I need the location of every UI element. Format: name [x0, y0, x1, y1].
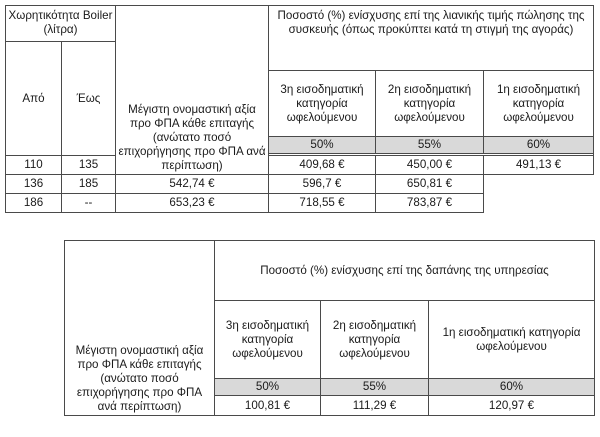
- table-cell-value: 120,97 €: [429, 396, 595, 416]
- table-row-to: 135: [62, 156, 116, 175]
- max-value-header: Μέγιστη ονομαστική αξία προ ΦΠΑ κάθε επιταγής (ανώτατο ποσό επιχορήγησης προ ΦΠΑ ανά περίπτωση): [116, 6, 269, 175]
- category-header-3: 3η εισοδηματική κατηγορία ωφελούμενου: [269, 71, 376, 137]
- table-row-from: 186: [6, 194, 62, 213]
- percentage-cell: 50%: [215, 379, 321, 396]
- table-row-from: 110: [6, 156, 62, 175]
- table-cell-value: 718,55 €: [269, 194, 376, 213]
- service-subsidy-table: [64, 240, 595, 416]
- capacity-header: Χωρητικότητα Boiler (λίτρα): [6, 6, 116, 42]
- percentage-cell: 50%: [269, 137, 376, 154]
- table-row-to: 185: [62, 175, 116, 194]
- category-header-2: 2η εισοδηματική κατηγορία ωφελούμενου: [376, 71, 484, 137]
- from-header: Από: [6, 42, 62, 156]
- table-cell-value: 653,23 €: [116, 194, 269, 213]
- percentage-cell: 55%: [321, 379, 429, 396]
- table-cell-value: 491,13 €: [484, 156, 594, 175]
- category-header-1: 1η εισοδηματική κατηγορία ωφελούμενου: [429, 301, 595, 379]
- category-header-1: 1η εισοδηματική κατηγορία ωφελούμενου: [484, 71, 594, 137]
- percentage-cell: 60%: [429, 379, 595, 396]
- to-header: Έως: [62, 42, 116, 156]
- percentage-cell: 60%: [484, 137, 594, 154]
- category-header-2: 2η εισοδηματική κατηγορία ωφελούμενου: [321, 301, 429, 379]
- table-cell-value: 650,81 €: [376, 175, 484, 194]
- percent-header: Ποσοστό (%) ενίσχυσης επί της δαπάνης της υπηρεσίας: [215, 241, 595, 301]
- table-cell-value: 596,7 €: [269, 175, 376, 194]
- table-row-to: --: [62, 194, 116, 213]
- percent-header: Ποσοστό (%) ενίσχυσης επί της λιανικής τιμής πώλησης της συσκευής (όπως προκύπτει κατά τη στιγμή της αγοράς): [269, 6, 594, 71]
- table-row-from: 136: [6, 175, 62, 194]
- percentage-cell: 55%: [376, 137, 484, 154]
- table-cell-value: 542,74 €: [116, 175, 269, 194]
- category-header-3: 3η εισοδηματική κατηγορία ωφελούμενου: [215, 301, 321, 379]
- boiler-subsidy-table: [5, 5, 594, 213]
- table-cell-value: 783,87 €: [376, 194, 484, 213]
- table-cell-value: 111,29 €: [321, 396, 429, 416]
- table-cell-value: 100,81 €: [215, 396, 321, 416]
- max-value-header: Μέγιστη ονομαστική αξία προ ΦΠΑ κάθε επιταγής (ανώτατο ποσό επιχορήγησης προ ΦΠΑ ανά περίπτωση): [65, 241, 215, 416]
- table-cell-value: 409,68 €: [269, 156, 376, 175]
- table-cell-value: 450,00 €: [376, 156, 484, 175]
